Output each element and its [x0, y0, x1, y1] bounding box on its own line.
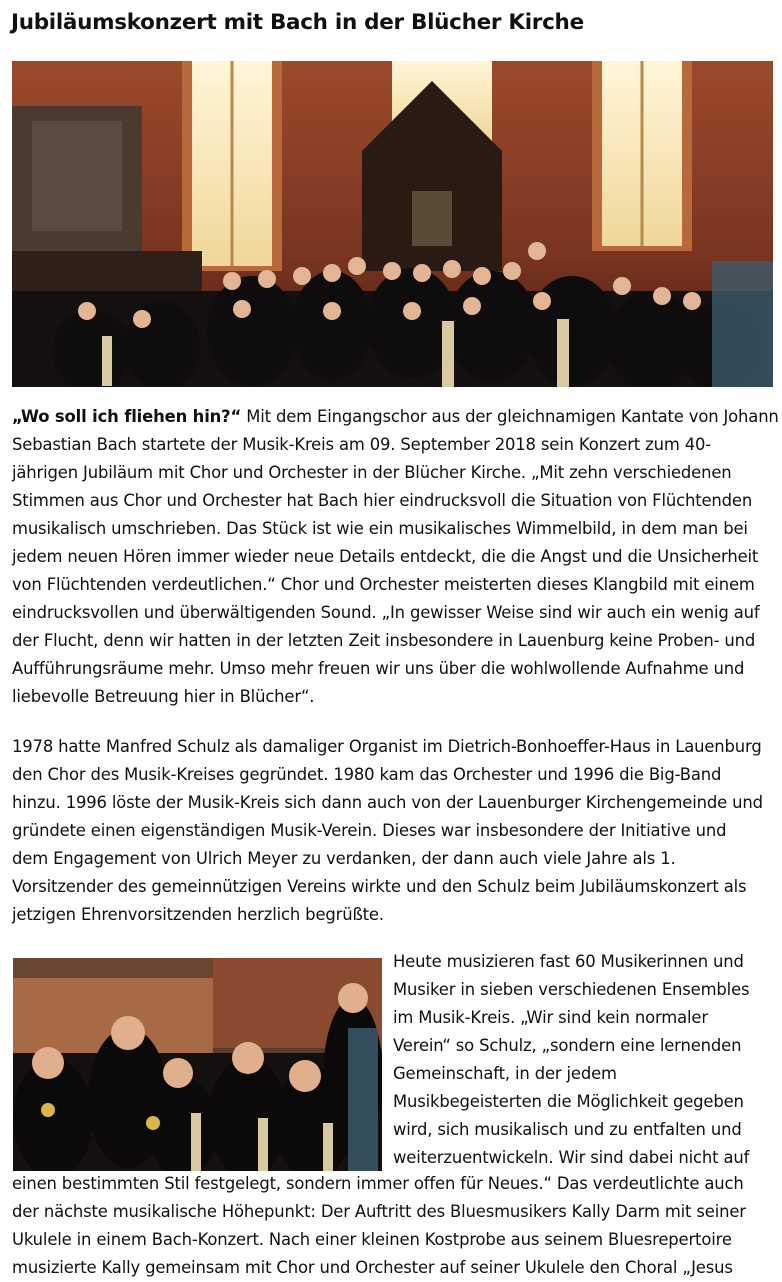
paragraph-line: gründete einen eigenständigen Musik-Verein. Dieses war insbesondere der Initiative und — [12, 821, 727, 840]
paragraph-line: einen bestimmten Stil festgelegt, sondern immer offen für Neues.“ Das verdeutlichte auch — [12, 1174, 744, 1193]
paragraph-line: Sebastian Bach startete der Musik-Kreis am 09. September 2018 sein Konzert zum 40- — [12, 435, 712, 454]
paragraph-line: liebevolle Betreuung hier in Blücher“. — [12, 687, 315, 706]
paragraph-line: von Flüchtenden verdeutlichen.“ Chor und Orchester meisterten dieses Klangbild mit einem — [12, 575, 755, 594]
paragraph-line: Aufführungsräume mehr. Umso mehr freuen wir uns über die wohlwollende Aufnahme und — [12, 659, 745, 678]
orchestra-photo — [13, 958, 382, 1171]
first-line-rest: Mit dem Eingangschor aus der gleichnamigen Kantate von Johann — [241, 407, 779, 426]
paragraph-line: weiterzuentwickeln. Wir sind dabei nicht auf — [393, 1148, 750, 1167]
paragraph-line: Musiker in sieben verschiedenen Ensembles — [393, 980, 750, 999]
paragraph-line: Musikbegeisterten die Möglichkeit gegeben — [393, 1092, 744, 1111]
paragraph-today — [393, 948, 749, 1172]
paragraph-line: wird, sich musikalisch und zu entfalten und — [393, 1120, 742, 1139]
paragraph-line: im Musik-Kreis. „Wir sind kein normaler — [393, 1008, 708, 1027]
paragraph-line: jedem neuen Hören immer wieder neue Details entdeckt, die die Angst und die Unsicherheit — [12, 547, 759, 566]
paragraph-line: Ukulele in einem Bach-Konzert. Nach einer kleinen Kostprobe aus seinem Bluesrepertoire — [12, 1230, 732, 1249]
paragraph-line: den Chor des Musik-Kreises gegründet. 1980 kam das Orchester und 1996 die Big-Band — [12, 765, 722, 784]
paragraph-history — [12, 733, 763, 929]
paragraph-line: jetzigen Ehrenvorsitzenden herzlich begrüßte. — [12, 905, 384, 924]
paragraph-line: musizierte Kally gemeinsam mit Chor und Orchester auf seiner Ukulele den Choral „Jesus — [12, 1258, 733, 1277]
paragraph-today-continued — [12, 1170, 746, 1282]
paragraph-line: Gemeinschaft, in der jedem — [393, 1064, 617, 1083]
paragraph-line: Vorsitzender des gemeinnützigen Vereins wirkte und den Schulz beim Jubiläumskonzert als — [12, 877, 747, 896]
paragraph-line — [12, 403, 779, 431]
paragraph-line: 1978 hatte Manfred Schulz als damaliger Organist im Dietrich-Bonhoeffer-Haus in Lauenburg — [12, 737, 762, 756]
paragraph-line: eindrucksvollen und überwältigenden Sound. „In gewisser Weise sind wir auch ein wenig auf — [12, 603, 760, 622]
paragraph-line: dem Engagement von Ulrich Meyer zu verdanken, der dann auch viele Jahre als 1. — [12, 849, 676, 868]
paragraph-intro — [12, 403, 779, 711]
paragraph-line: der Flucht, denn wir hatten in der letzten Zeit insbesondere in Lauenburg keine Proben- und — [12, 631, 756, 650]
paragraph-line: Heute musizieren fast 60 Musikerinnen und — [393, 952, 744, 971]
paragraph-line: jährigen Jubiläum mit Chor und Orchester in der Blücher Kirche. „Mit zehn verschiedenen — [12, 463, 732, 482]
orchestra-image — [13, 958, 382, 1171]
paragraph-line: hinzu. 1996 löste der Musik-Kreis sich dann auch von der Lauenburger Kirchengemeinde und — [12, 793, 763, 812]
article-title: Jubiläumskonzert mit Bach in der Blücher Kirche — [11, 10, 584, 35]
paragraph-line: der nächste musikalische Höhepunkt: Der Auftritt des Bluesmusikers Kally Darm mit seiner — [12, 1202, 746, 1221]
quote-lead: „Wo soll ich fliehen hin?“ — [12, 407, 242, 426]
paragraph-line: Verein“ so Schulz, „sondern eine lernenden — [393, 1036, 742, 1055]
choir-orchestra-photo — [12, 61, 773, 387]
church-concert-image — [12, 61, 773, 387]
paragraph-line: musikalisch umschrieben. Das Stück ist wie ein musikalisches Wimmelbild, in dem man bei — [12, 519, 748, 538]
paragraph-line: Stimmen aus Chor und Orchester hat Bach hier eindrucksvoll die Situation von Flüchtenden — [12, 491, 753, 510]
